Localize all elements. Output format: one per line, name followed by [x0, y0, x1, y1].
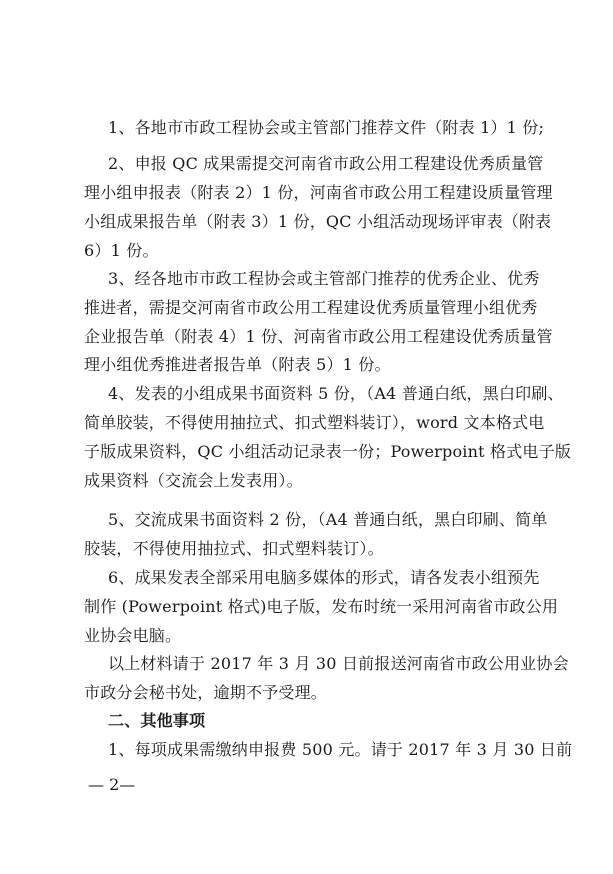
paragraph-line: 1、每项成果需缴纳申报费 500 元。请于 2017 年 3 月 30 日前: [108, 740, 573, 759]
paragraph-line: 5、交流成果书面资料 2 份，（A4 普通白纸，黑白印刷、简单: [108, 510, 548, 529]
paragraph-line: 理小组优秀推进者报告单（附表 5）1 份。: [84, 355, 391, 374]
paragraph-line: 市政分会秘书处，逾期不予受理。: [84, 683, 328, 702]
paragraph-line: 简单胶装，不得使用抽拉式、扣式塑料装订），word 文本格式电: [84, 413, 545, 432]
paragraph-line: 企业报告单（附表 4）1 份、河南省市政公用工程建设优秀质量管: [84, 327, 553, 346]
paragraph-line: 理小组申报表（附表 2）1 份，河南省市政公用工程建设质量管理: [84, 183, 553, 202]
paragraph-line: 4、发表的小组成果书面资料 5 份，（A4 普通白纸，黑白印刷、: [108, 384, 564, 403]
paragraph-line: 1、各地市市政工程协会或主管部门推荐文件（附表 1）1 份;: [108, 118, 545, 137]
paragraph-line: 制作 (Powerpoint 格式)电子版，发布时统一采用河南省市政公用: [84, 597, 559, 616]
paragraph-line: 推进者，需提交河南省市政公用工程建设优秀质量管理小组优秀: [84, 298, 538, 317]
paragraph-line: 业协会电脑。: [84, 626, 182, 645]
paragraph-line: 子版成果资料，QC 小组活动记录表一份；Powerpoint 格式电子版: [84, 442, 572, 461]
paragraph-line: 以上材料请于 2017 年 3 月 30 日前报送河南省市政公用业协会: [108, 654, 569, 673]
paragraph-line: 小组成果报告单（附表 3）1 份，QC 小组活动现场评审表（附表: [84, 212, 552, 231]
paragraph-line: 胶装，不得使用抽拉式、扣式塑料装订）。: [84, 539, 384, 558]
paragraph-line: 6、成果发表全部采用电脑多媒体的形式，请各发表小组预先: [108, 568, 540, 587]
paragraph-line: 成果资料（交流会上发表用）。: [84, 471, 303, 490]
paragraph-line: 6）1 份。: [84, 241, 159, 260]
section-heading: 二、其他事项: [108, 711, 206, 730]
page-number: — 2—: [88, 775, 136, 794]
paragraph-line: 2、申报 QC 成果需提交河南省市政公用工程建设优秀质量管: [108, 154, 544, 173]
paragraph-line: 3、经各地市市政工程协会或主管部门推荐的优秀企业、优秀: [108, 269, 540, 288]
